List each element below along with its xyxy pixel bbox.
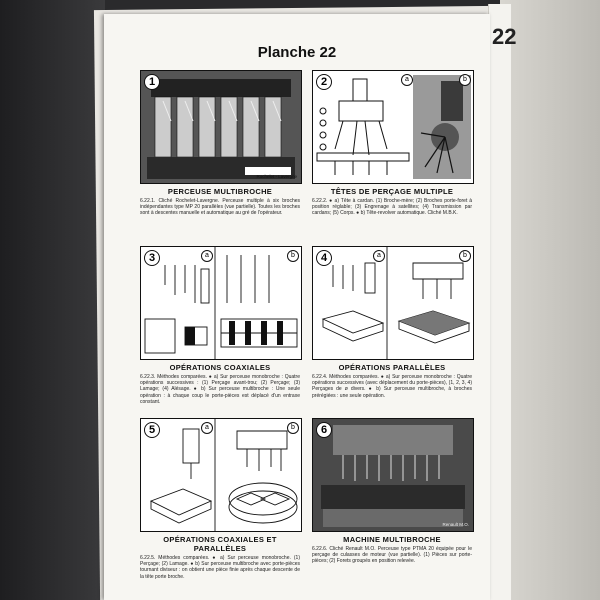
panel-caption: MACHINE MULTIBROCHE xyxy=(343,535,441,544)
panel-description: 6.22.1. Cliché Rochelet-Lavergne. Perceuse multiple à six broches indépendantes type MP 20 parallèles (vue partielle). Toutes les broches sont à descentes manuelle et automatique au gré de l'opérateur. xyxy=(140,198,300,217)
figure-4 xyxy=(312,246,474,360)
figure-number-badge: 2 xyxy=(316,74,332,90)
background-left xyxy=(0,0,105,600)
background-right xyxy=(500,0,600,600)
multi-spindle-machine-photo xyxy=(313,419,473,531)
panel-caption: OPÉRATIONS PARALLÈLES xyxy=(338,363,446,372)
panel-3 xyxy=(140,246,300,405)
book-page xyxy=(104,14,490,600)
panel-caption: TÊTES DE PERÇAGE MULTIPLE xyxy=(330,187,454,196)
page-corner-number: 22 xyxy=(492,24,517,49)
panel-caption: PERCEUSE MULTIBROCHE xyxy=(167,187,273,196)
coaxial-operations-drawing xyxy=(141,247,301,359)
panel-2 xyxy=(312,70,472,217)
figure-number-badge: 3 xyxy=(144,250,160,266)
photo-credit: Renault M.O. xyxy=(442,522,469,527)
sub-label-b: b xyxy=(459,74,471,86)
coaxial-parallel-operations-drawing xyxy=(141,419,301,531)
panel-1 xyxy=(140,70,300,217)
panel-caption: OPÉRATIONS COAXIALES ET PARALLÈLES xyxy=(163,535,277,553)
panel-5 xyxy=(140,418,300,580)
sub-label-a: a xyxy=(201,250,213,262)
multi-spindle-drill-photo xyxy=(141,71,301,183)
panel-4 xyxy=(312,246,472,399)
sub-label-a: a xyxy=(201,422,213,434)
multiple-drill-head-drawing xyxy=(313,71,473,183)
figure-number-badge: 1 xyxy=(144,74,160,90)
next-page-edge xyxy=(488,4,517,600)
panel-description: 6.22.2. ● a) Tête à cardan. (1) Broche-mère; (2) Broches porte-foret à position réglable; (3) Engrenage à satellites; (4) Transmission par cardans; (5) Corps. ● b) Tête-revolver automatique. Cliché M.B.K. xyxy=(312,198,472,217)
panel-6 xyxy=(312,418,472,565)
sub-label-a: a xyxy=(373,250,385,262)
figure-3 xyxy=(140,246,302,360)
panel-caption: OPÉRATIONS COAXIALES xyxy=(169,363,271,372)
page-title: Planche 22 xyxy=(257,44,337,61)
figure-1-photo xyxy=(140,70,302,184)
figure-5 xyxy=(140,418,302,532)
sub-label-b: b xyxy=(287,250,299,262)
sub-label-a: a xyxy=(401,74,413,86)
panel-description: 6.22.3. Méthodes comparées. ● a) Sur perceuse monobroche : Quatre opérations successives : (1) Perçage avant-trou; (2) Perçage; (3) Lamage; (4) Alésage. ● b) Sur perceuse multibroche : Une seule opération : à chaque coup le porte-pièces est déplacé d'un entraxe constant. xyxy=(140,374,300,405)
figure-number-badge: 4 xyxy=(316,250,332,266)
photo-credit: Rochelet - Lavergne xyxy=(256,174,297,179)
figure-number-badge: 6 xyxy=(316,422,332,438)
figure-6-photo xyxy=(312,418,474,532)
sub-label-b: b xyxy=(287,422,299,434)
parallel-operations-drawing xyxy=(313,247,473,359)
panel-description: 6.22.5. Méthodes comparées. ● a) Sur perceuse monobroche. (1) Perçage; (2) Lamage. ● b) Sur perceuse multibroche avec porte-pièces tournant diviseur : on obtient une pièce finie après chaque descente de la tête porte broche. xyxy=(140,555,300,580)
panel-description: 6.22.4. Méthodes comparées. ● a) Sur perceuse monobroche : Quatre opérations successives (avec déplacement du porte-pièces), (1, 2, 3, 4) Perçages de ø divers. ● b) Sur perceuse multibroche, à broches prérégiées : une seule opération. xyxy=(312,374,472,399)
figure-2 xyxy=(312,70,474,184)
figure-number-badge: 5 xyxy=(144,422,160,438)
sub-label-b: b xyxy=(459,250,471,262)
panel-description: 6.22.6. Cliché Renault M.O. Perceuse type PTMA 20 équipée pour le perçage de culasses de moteur (vue partielle). (1) Pièces sur porte-pièces; (2) Forets groupés en position relevée. xyxy=(312,546,472,565)
